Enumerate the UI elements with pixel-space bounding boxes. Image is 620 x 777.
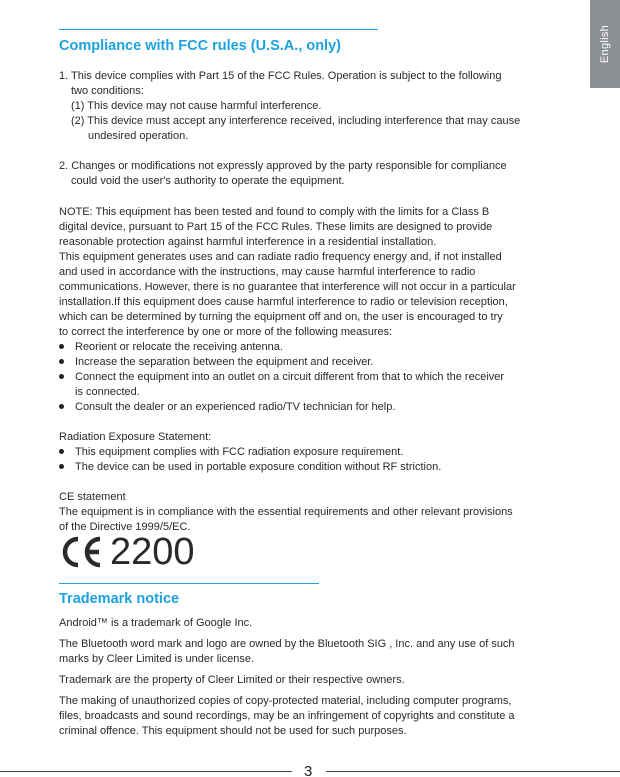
note-line: to correct the interference by one or more of the following measures: — [59, 326, 393, 338]
note-line: and used in accordance with the instructions, may cause harmful interference to radio — [59, 266, 476, 278]
footer-rule-left — [0, 771, 292, 772]
ce-heading: CE statement — [59, 491, 126, 503]
fcc-condition-2: (2) This device must accept any interference received, including interference that may cause — [71, 115, 521, 127]
note-line: reasonable protection against harmful interference in a residential installation. — [59, 236, 437, 248]
trademark-bluetooth-cont: marks by Cleer Limited is under license. — [59, 653, 255, 665]
ce-statement-cont: of the Directive 1999/5/EC. — [59, 521, 191, 533]
section-rule-fcc — [59, 29, 378, 30]
measure-item: Consult the dealer or an experienced radio/TV technician for help. — [75, 401, 396, 413]
bullet-icon — [59, 464, 64, 469]
fcc-condition-2-cont: undesired operation. — [88, 130, 189, 142]
radiation-item: The device can be used in portable exposure condition without RF striction. — [75, 461, 442, 473]
measure-item-cont: is connected. — [75, 386, 140, 398]
bullet-icon — [59, 374, 64, 379]
fcc-item-1: 1. This device complies with Part 15 of the FCC Rules. Operation is subject to the following — [59, 70, 502, 82]
trademark-heading: Trademark notice — [59, 591, 180, 607]
language-tab-label: English — [599, 24, 611, 64]
trademark-property: Trademark are the property of Cleer Limited or their respective owners. — [59, 674, 405, 686]
trademark-copies-cont: files, broadcasts and sound recordings, may be an infringement of copyrights and constitute a — [59, 710, 515, 722]
footer-rule-right — [326, 771, 620, 772]
language-tab — [590, 0, 620, 88]
fcc-item-1-cont: two conditions: — [71, 85, 144, 97]
section-rule-trademark — [59, 583, 319, 584]
measure-item: Reorient or relocate the receiving antenna. — [75, 341, 283, 353]
fcc-item-2-cont: could void the user's authority to operate the equipment. — [71, 175, 345, 187]
trademark-android: Android™ is a trademark of Google Inc. — [59, 617, 253, 629]
ce-statement: The equipment is in compliance with the essential requirements and other relevant provisions — [59, 506, 513, 518]
note-line: NOTE: This equipment has been tested and found to comply with the limits for a Class B — [59, 206, 490, 218]
bullet-icon — [59, 359, 64, 364]
page-number: 3 — [304, 763, 313, 777]
note-line: digital device, pursuant to Part 15 of the FCC Rules. These limits are designed to provide — [59, 221, 493, 233]
bullet-icon — [59, 344, 64, 349]
fcc-condition-1: (1) This device may not cause harmful interference. — [71, 100, 322, 112]
measure-item: Connect the equipment into an outlet on a circuit different from that to which the receiver — [75, 371, 505, 383]
bullet-icon — [59, 449, 64, 454]
radiation-heading: Radiation Exposure Statement: — [59, 431, 212, 443]
trademark-bluetooth: The Bluetooth word mark and logo are owned by the Bluetooth SIG , Inc. and any use of such — [59, 638, 515, 650]
note-line: communications. However, there is no guarantee that interference will not occur in a particular — [59, 281, 516, 293]
note-line: installation.If this equipment does cause harmful interference to radio or television reception, — [59, 296, 508, 308]
fcc-item-2: 2. Changes or modifications not expressly approved by the party responsible for compliance — [59, 160, 507, 172]
trademark-copies: The making of unauthorized copies of copy-protected material, including computer programs, — [59, 695, 512, 707]
ce-mark-icon — [59, 536, 103, 568]
radiation-item: This equipment complies with FCC radiation exposure requirement. — [75, 446, 404, 458]
note-line: This equipment generates uses and can radiate radio frequency energy and, if not installed — [59, 251, 502, 263]
note-line: which can be determined by turning the equipment off and on, the user is encouraged to try — [59, 311, 503, 323]
measure-item: Increase the separation between the equipment and receiver. — [75, 356, 374, 368]
fcc-heading: Compliance with FCC rules (U.S.A., only) — [59, 38, 341, 54]
notified-body-number: 2200 — [110, 531, 195, 573]
trademark-copies-cont: criminal offence. This equipment should not be used for such purposes. — [59, 725, 407, 737]
bullet-icon — [59, 404, 64, 409]
